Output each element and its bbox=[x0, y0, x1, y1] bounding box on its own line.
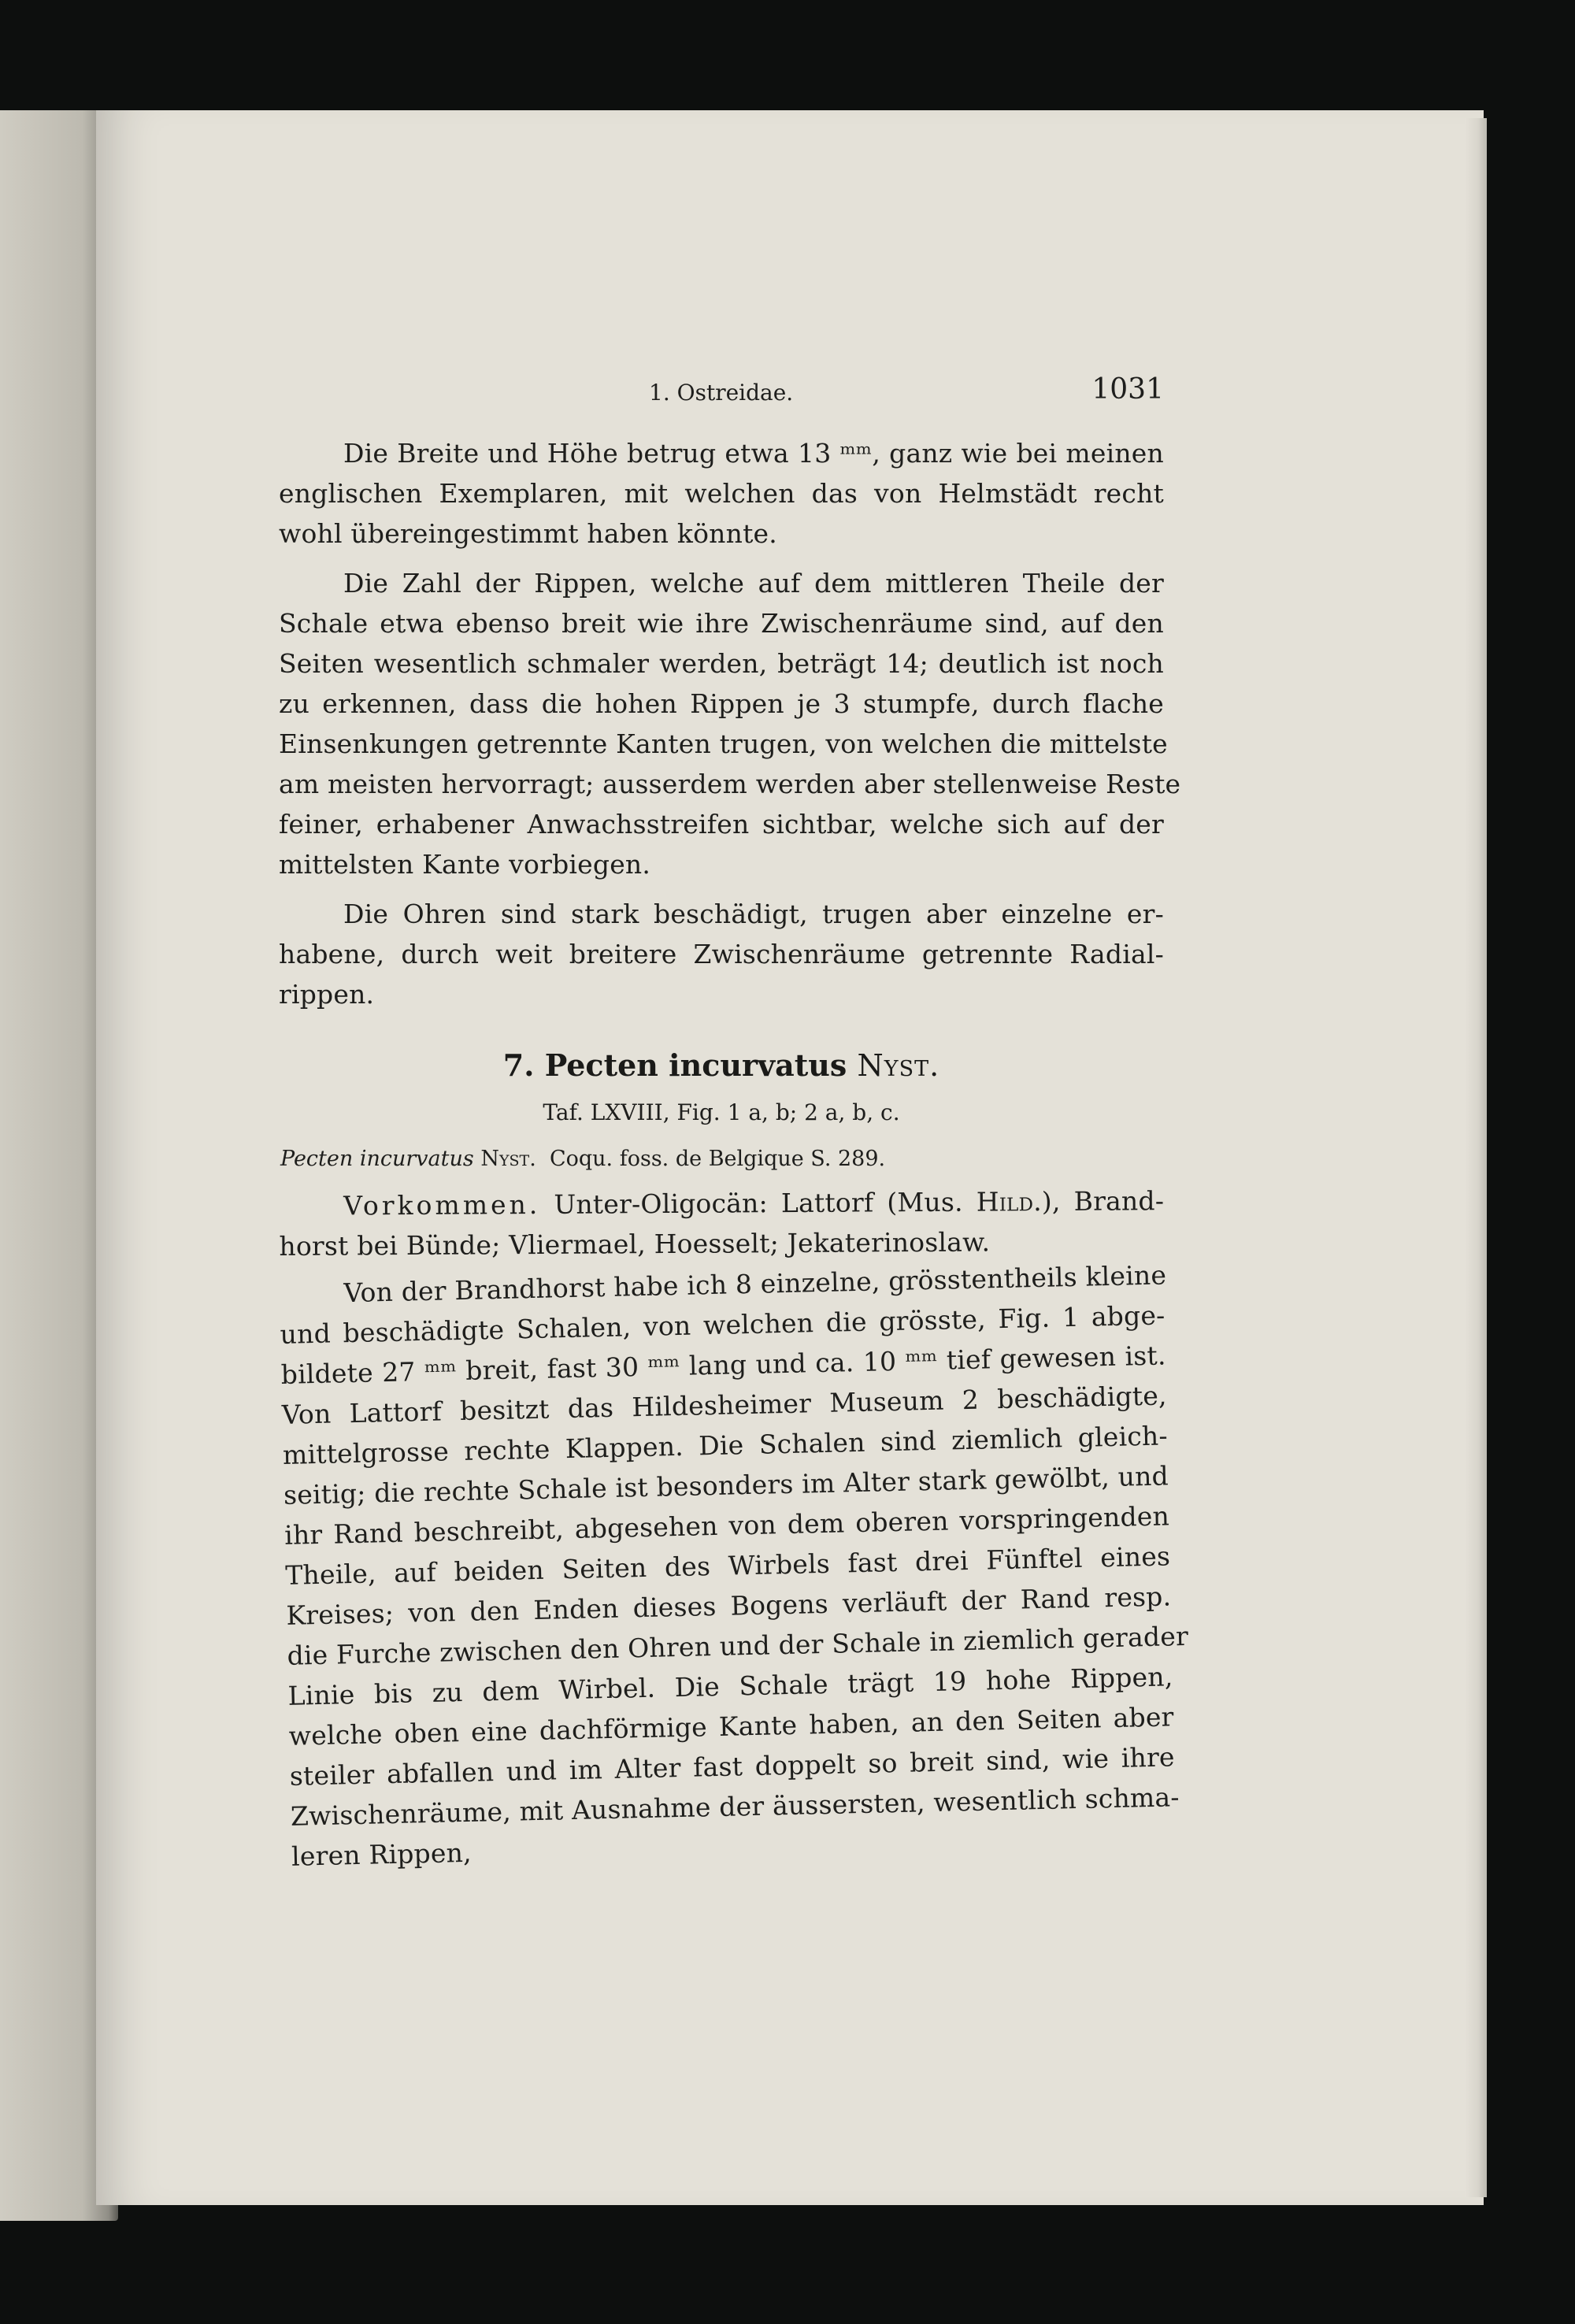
paragraph-breite bbox=[279, 433, 1164, 554]
species-name: 7. Pecten incurvatus bbox=[502, 1047, 847, 1083]
paragraph-brandhorst bbox=[279, 1255, 1189, 1876]
synonymy-citation: Coqu. foss. de Belgique S. 289. bbox=[549, 1147, 886, 1171]
text-line: mittelgrosse rechte Klappen. Die Schalen sind ziemlich gleich- bbox=[282, 1420, 1169, 1470]
occurrence-label: Vorkommen. bbox=[343, 1188, 541, 1221]
page-header bbox=[279, 373, 1164, 413]
plate-reference: Taf. LXVIII, Fig. 1 a, b; 2 a, b, c. bbox=[543, 1099, 900, 1125]
page-fore-edge bbox=[1465, 118, 1487, 2197]
synonymy-line bbox=[280, 1147, 1166, 1171]
page-number: 1031 bbox=[1091, 373, 1164, 406]
synonymy-taxon: Pecten incurvatus bbox=[280, 1147, 474, 1171]
text-line: wohl übereingestimmt haben könnte. bbox=[279, 518, 777, 549]
text-line: seitig; die rechte Schale ist besonders im Alter stark gewölbt, und bbox=[283, 1460, 1169, 1510]
text-line: Die Zahl der Rippen, welche auf dem mittleren Theile der bbox=[343, 568, 1164, 599]
text-line: ihr Rand beschreibt, abgesehen von dem oberen vorspringenden bbox=[284, 1500, 1170, 1551]
species-heading bbox=[279, 1047, 1164, 1083]
text-line: Von der Brandhorst habe ich 8 einzelne, grösstentheils kleine bbox=[343, 1259, 1167, 1309]
text-line: welche oben eine dachförmige Kante haben, an den Seiten aber bbox=[288, 1701, 1174, 1751]
text-line: Linie bis zu dem Wirbel. Die Schale trägt 19 hohe Rippen, bbox=[287, 1661, 1173, 1711]
text-line: Zwischenräume, mit Ausnahme der äussersten, wesentlich schma- bbox=[290, 1781, 1180, 1832]
text-line bbox=[279, 1181, 1164, 1226]
occurrence-hild: Hild. bbox=[976, 1186, 1042, 1218]
species-author: Nyst. bbox=[857, 1048, 940, 1083]
text-line: Theile, auf beiden Seiten des Wirbels fast drei Fünftel eines bbox=[284, 1540, 1171, 1591]
text-line: Seiten wesentlich schmaler werden, beträgt 14; deutlich ist noch bbox=[279, 648, 1164, 679]
occurrence-text-end: ), Brand- bbox=[1041, 1185, 1165, 1218]
text-line: die Furche zwischen den Ohren und der Schale in ziemlich gerader bbox=[287, 1620, 1189, 1671]
text-line: Von Lattorf besitzt das Hildesheimer Museum 2 beschädigte, bbox=[281, 1380, 1168, 1430]
paragraph-ohren bbox=[279, 894, 1164, 1014]
text-line: steiler abfallen und im Alter fast doppelt so breit sind, wie ihre bbox=[289, 1741, 1176, 1792]
text-line: feiner, erhabener Anwachsstreifen sichtbar, welche sich auf der bbox=[279, 809, 1164, 840]
text-line: zu erkennen, dass die hohen Rippen je 3 stumpfe, durch flache bbox=[279, 688, 1164, 719]
text-line: habene, durch weit breitere Zwischenräume getrennte Radial- bbox=[279, 939, 1164, 969]
text-line: und beschädigte Schalen, von welchen die grösste, Fig. 1 abge- bbox=[280, 1299, 1166, 1350]
text-line: bildete 27 ᵐᵐ breit, fast 30 ᵐᵐ lang und ca. 10 ᵐᵐ tief gewesen ist. bbox=[280, 1340, 1166, 1390]
text-line: Die Ohren sind stark beschädigt, trugen aber einzelne er- bbox=[343, 899, 1164, 929]
text-line: englischen Exemplaren, mit welchen das von Helmstädt recht bbox=[279, 478, 1164, 509]
text-line: mittelsten Kante vorbiegen. bbox=[279, 849, 651, 880]
occurrence-text: Unter-Oligocän: Lattorf (Mus. bbox=[554, 1186, 963, 1220]
text-line: Schale etwa ebenso breit wie ihre Zwischenräume sind, auf den bbox=[279, 608, 1164, 639]
text-line: leren Rippen, bbox=[291, 1837, 472, 1872]
text-line: Einsenkungen getrennte Kanten trugen, von welchen die mittelste bbox=[279, 728, 1168, 759]
running-head: 1. Ostreidae. bbox=[649, 380, 794, 406]
text-line: am meisten hervorragt; ausserdem werden aber stellenweise Reste bbox=[279, 769, 1181, 799]
paragraph-rippen bbox=[279, 563, 1181, 884]
text-line: rippen. bbox=[279, 979, 375, 1010]
paragraph-vorkommen bbox=[279, 1181, 1165, 1266]
synonymy-author: Nyst. bbox=[480, 1147, 536, 1171]
text-line: horst bei Bünde; Vliermael, Hoesselt; Jekaterinoslaw. bbox=[279, 1226, 991, 1262]
text-line: Die Breite und Höhe betrug etwa 13 ᵐᵐ, ganz wie bei meinen bbox=[343, 438, 1164, 469]
text-line: Kreises; von den Enden dieses Bogens verläuft der Rand resp. bbox=[286, 1581, 1172, 1631]
